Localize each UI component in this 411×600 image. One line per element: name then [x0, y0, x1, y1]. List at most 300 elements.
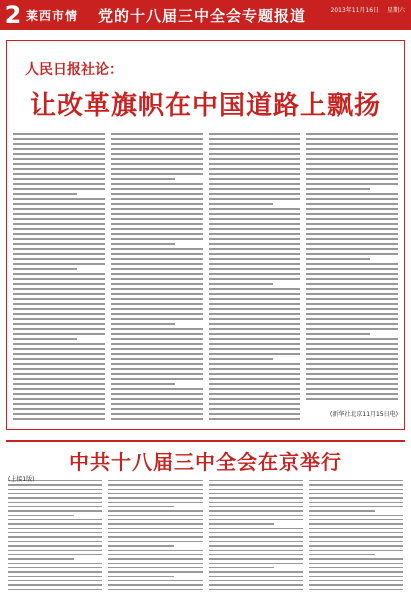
text-line — [309, 502, 403, 503]
text-line — [111, 198, 203, 200]
text-line — [111, 323, 175, 325]
text-line — [309, 506, 403, 507]
text-line — [13, 263, 105, 265]
text-line — [209, 571, 303, 572]
text-line — [306, 268, 398, 270]
text-line — [209, 338, 301, 340]
text-line — [111, 363, 203, 365]
text-line — [13, 328, 105, 330]
text-line — [13, 298, 105, 300]
text-line — [13, 133, 105, 135]
text-line — [111, 233, 203, 235]
text-line — [306, 358, 398, 360]
text-line — [13, 253, 105, 255]
text-line — [111, 228, 203, 230]
text-line — [13, 313, 105, 315]
text-line — [306, 353, 398, 355]
text-line — [108, 528, 202, 529]
text-line — [306, 298, 398, 300]
text-line — [13, 343, 105, 345]
news-body — [8, 480, 403, 590]
text-line — [111, 278, 203, 280]
text-line — [8, 506, 102, 507]
text-line — [209, 523, 275, 524]
text-line — [306, 273, 398, 275]
text-line — [306, 148, 398, 150]
text-line — [111, 183, 203, 185]
text-line — [111, 213, 203, 215]
text-line — [111, 383, 175, 385]
news-column — [209, 480, 303, 590]
text-line — [306, 223, 398, 225]
text-line — [111, 223, 203, 225]
text-line — [13, 323, 105, 325]
text-line — [209, 228, 301, 230]
text-line — [111, 358, 203, 360]
text-line — [111, 308, 203, 310]
text-line — [306, 238, 398, 240]
text-line — [13, 243, 105, 245]
text-line — [306, 303, 398, 305]
text-line — [209, 550, 303, 551]
editorial-byline: (新华社北京11月15日电) — [330, 411, 398, 418]
text-line — [13, 183, 105, 185]
section-title: 莱西市情 — [26, 8, 79, 23]
text-line — [13, 388, 105, 390]
text-line — [209, 398, 301, 400]
text-line — [111, 353, 203, 355]
text-line — [111, 193, 203, 195]
text-line — [209, 343, 301, 345]
text-line — [309, 484, 403, 485]
text-line — [13, 238, 105, 240]
text-line — [8, 484, 102, 485]
text-line — [111, 288, 203, 290]
editorial-kicker: 人民日报社论： — [25, 62, 123, 78]
text-line — [209, 580, 303, 581]
text-line — [8, 580, 102, 581]
text-line — [209, 567, 275, 568]
text-line — [111, 348, 203, 350]
text-line — [306, 183, 398, 185]
text-line — [13, 283, 105, 285]
text-line — [13, 218, 105, 220]
text-line — [108, 563, 202, 564]
text-line — [8, 554, 102, 555]
text-line — [306, 228, 398, 230]
editorial-body — [13, 133, 398, 421]
text-line — [209, 589, 303, 590]
text-line — [209, 353, 301, 355]
text-line — [306, 248, 398, 250]
text-line — [209, 333, 301, 335]
text-line — [306, 253, 398, 255]
text-line — [209, 413, 301, 415]
text-line — [108, 550, 202, 551]
text-line — [108, 493, 202, 494]
text-line — [13, 198, 105, 200]
text-line — [306, 378, 398, 380]
text-line — [309, 545, 403, 546]
text-line — [111, 408, 203, 410]
text-line — [209, 528, 303, 529]
text-line — [209, 403, 301, 405]
text-line — [111, 153, 203, 155]
editorial-column — [209, 133, 301, 421]
text-line — [209, 143, 301, 145]
text-line — [13, 393, 105, 395]
text-line — [13, 358, 105, 360]
text-line — [209, 208, 301, 210]
text-line — [108, 536, 202, 537]
text-line — [13, 333, 105, 335]
text-line — [108, 484, 202, 485]
text-line — [306, 393, 398, 395]
text-line — [111, 148, 203, 150]
text-line — [8, 563, 102, 564]
text-line — [13, 293, 105, 295]
text-line — [209, 393, 301, 395]
text-line — [111, 398, 203, 400]
text-line — [13, 383, 105, 385]
text-line — [111, 268, 203, 270]
text-line — [111, 133, 203, 135]
text-line — [111, 178, 175, 180]
text-line — [108, 567, 202, 568]
text-line — [209, 532, 303, 533]
text-line — [209, 584, 303, 585]
editorial-column — [111, 133, 203, 421]
news-column — [309, 480, 403, 590]
text-line — [8, 489, 102, 490]
text-line — [209, 515, 303, 516]
text-line — [209, 278, 301, 280]
text-line — [306, 203, 398, 205]
text-line — [111, 163, 203, 165]
text-line — [13, 413, 105, 415]
text-line — [209, 153, 301, 155]
text-line — [13, 268, 77, 270]
text-line — [8, 567, 102, 568]
text-line — [111, 243, 175, 245]
text-line — [306, 233, 398, 235]
text-line — [306, 153, 398, 155]
text-line — [209, 493, 303, 494]
text-line — [209, 253, 301, 255]
text-line — [209, 576, 303, 577]
text-line — [306, 333, 370, 335]
text-line — [209, 163, 301, 165]
text-line — [309, 563, 403, 564]
text-line — [209, 348, 301, 350]
text-line — [8, 519, 102, 520]
weekday: 星期六 — [386, 7, 405, 14]
text-line — [209, 408, 301, 410]
text-line — [111, 388, 203, 390]
text-line — [108, 571, 202, 572]
text-line — [209, 158, 301, 160]
text-line — [306, 193, 398, 195]
text-line — [209, 183, 301, 185]
text-line — [309, 497, 403, 498]
text-line — [108, 589, 202, 590]
text-line — [209, 383, 301, 385]
text-line — [8, 497, 102, 498]
text-line — [8, 510, 102, 511]
text-line — [209, 558, 303, 559]
text-line — [111, 298, 203, 300]
text-line — [209, 489, 303, 490]
text-line — [111, 378, 203, 380]
text-line — [209, 178, 301, 180]
editorial-box — [6, 40, 405, 430]
text-line — [209, 288, 301, 290]
text-line — [209, 536, 303, 537]
text-line — [309, 558, 403, 559]
text-line — [111, 343, 203, 345]
text-line — [306, 373, 398, 375]
text-line — [111, 303, 203, 305]
text-line — [309, 519, 403, 520]
text-line — [306, 158, 398, 160]
text-line — [108, 510, 202, 511]
text-line — [111, 418, 203, 420]
text-line — [111, 283, 203, 285]
text-line — [8, 528, 102, 529]
text-line — [309, 536, 403, 537]
text-line — [13, 228, 105, 230]
text-line — [108, 523, 202, 524]
text-line — [13, 373, 105, 375]
text-line — [309, 554, 375, 555]
news-column — [108, 480, 202, 590]
text-line — [108, 515, 202, 516]
text-line — [309, 571, 403, 572]
text-line — [13, 288, 105, 290]
text-line — [309, 532, 403, 533]
text-line — [309, 489, 403, 490]
text-line — [209, 268, 301, 270]
text-line — [306, 388, 398, 390]
text-line — [13, 173, 105, 175]
text-line — [309, 580, 403, 581]
text-line — [306, 368, 398, 370]
text-line — [8, 515, 74, 516]
text-line — [111, 208, 203, 210]
text-line — [209, 168, 301, 170]
text-line — [13, 213, 105, 215]
text-line — [209, 298, 301, 300]
text-line — [8, 589, 102, 590]
text-line — [209, 308, 301, 310]
text-line — [209, 133, 301, 135]
text-line — [13, 188, 105, 190]
text-line — [111, 328, 203, 330]
text-line — [306, 318, 398, 320]
text-line — [13, 308, 105, 310]
editorial-column — [306, 133, 398, 421]
text-line — [8, 576, 102, 577]
text-line — [209, 303, 301, 305]
text-line — [8, 545, 102, 546]
text-line — [209, 318, 301, 320]
text-line — [209, 218, 301, 220]
text-line — [108, 558, 202, 559]
text-line — [309, 480, 403, 481]
text-line — [111, 253, 203, 255]
text-line — [111, 393, 203, 395]
text-line — [8, 480, 102, 481]
text-line — [8, 541, 102, 542]
text-line — [306, 208, 398, 210]
text-line — [111, 248, 203, 250]
text-line — [108, 541, 202, 542]
text-line — [8, 493, 102, 494]
text-line — [306, 168, 398, 170]
text-line — [13, 408, 105, 410]
text-line — [108, 480, 202, 481]
text-line — [111, 333, 203, 335]
text-line — [306, 278, 398, 280]
text-line — [306, 308, 398, 310]
text-line — [309, 550, 403, 551]
text-line — [13, 418, 105, 420]
text-line — [108, 545, 174, 546]
text-line — [13, 248, 105, 250]
text-line — [111, 188, 203, 190]
text-line — [209, 506, 303, 507]
header-meta — [325, 6, 405, 15]
news-article — [6, 440, 405, 594]
text-line — [306, 293, 398, 295]
text-line — [209, 480, 303, 481]
news-column — [8, 480, 102, 590]
text-line — [209, 373, 301, 375]
text-line — [306, 398, 398, 400]
text-line — [309, 567, 403, 568]
text-line — [209, 188, 301, 190]
text-line — [108, 502, 202, 503]
text-line — [13, 398, 105, 400]
text-line — [209, 243, 301, 245]
text-line — [111, 143, 203, 145]
text-line — [306, 133, 398, 135]
text-line — [306, 188, 370, 190]
text-line — [306, 178, 398, 180]
text-line — [209, 545, 303, 546]
text-line — [306, 138, 398, 140]
text-line — [108, 584, 202, 585]
text-line — [108, 497, 202, 498]
text-line — [108, 532, 202, 533]
text-line — [13, 138, 105, 140]
text-line — [309, 576, 403, 577]
text-line — [111, 413, 203, 415]
text-line — [111, 218, 203, 220]
text-line — [13, 353, 105, 355]
text-line — [209, 263, 301, 265]
text-line — [8, 532, 102, 533]
text-line — [13, 158, 105, 160]
text-line — [108, 489, 202, 490]
text-line — [306, 363, 398, 365]
editorial-column — [13, 133, 105, 421]
text-line — [111, 168, 203, 170]
text-line — [209, 248, 301, 250]
text-line — [209, 484, 303, 485]
text-line — [306, 263, 398, 265]
text-line — [8, 584, 102, 585]
issue-date: 2013年11月16日 — [330, 7, 380, 14]
text-line — [309, 541, 403, 542]
text-line — [111, 258, 203, 260]
text-line — [13, 223, 105, 225]
text-line — [13, 348, 105, 350]
text-line — [111, 318, 203, 320]
text-line — [13, 368, 105, 370]
text-line — [13, 153, 105, 155]
text-line — [8, 558, 74, 559]
text-line — [309, 510, 375, 511]
text-line — [111, 173, 203, 175]
text-line — [209, 563, 303, 564]
text-line — [309, 493, 403, 494]
text-line — [13, 278, 105, 280]
text-line — [209, 378, 301, 380]
text-line — [209, 554, 303, 555]
text-line — [309, 523, 403, 524]
text-line — [111, 368, 203, 370]
text-line — [111, 373, 203, 375]
text-line — [13, 378, 105, 380]
text-line — [209, 368, 301, 370]
text-line — [209, 541, 303, 542]
text-line — [13, 273, 105, 275]
text-line — [209, 519, 303, 520]
text-line — [209, 148, 301, 150]
text-line — [306, 328, 398, 330]
text-line — [309, 528, 403, 529]
text-line — [8, 536, 102, 537]
text-line — [108, 519, 202, 520]
text-line — [209, 233, 301, 235]
text-line — [306, 243, 398, 245]
text-line — [306, 343, 398, 345]
text-line — [209, 238, 301, 240]
page-header — [0, 0, 411, 30]
text-line — [13, 143, 105, 145]
text-line — [209, 363, 301, 365]
text-line — [8, 571, 102, 572]
text-line — [111, 403, 203, 405]
text-line — [209, 418, 301, 420]
text-line — [8, 502, 102, 503]
text-line — [13, 178, 105, 180]
text-line — [309, 584, 403, 585]
text-line — [306, 338, 398, 340]
text-line — [309, 515, 403, 516]
text-line — [306, 213, 398, 215]
text-line — [209, 138, 301, 140]
text-line — [209, 293, 301, 295]
editorial-headline: 让改革旗帜在中国道路上飘扬 — [29, 91, 381, 121]
text-line — [13, 148, 105, 150]
news-headline: 中共十八届三中全会在京举行 — [69, 450, 342, 474]
text-line — [13, 168, 105, 170]
text-line — [13, 258, 105, 260]
text-line — [306, 348, 398, 350]
text-line — [209, 328, 301, 330]
